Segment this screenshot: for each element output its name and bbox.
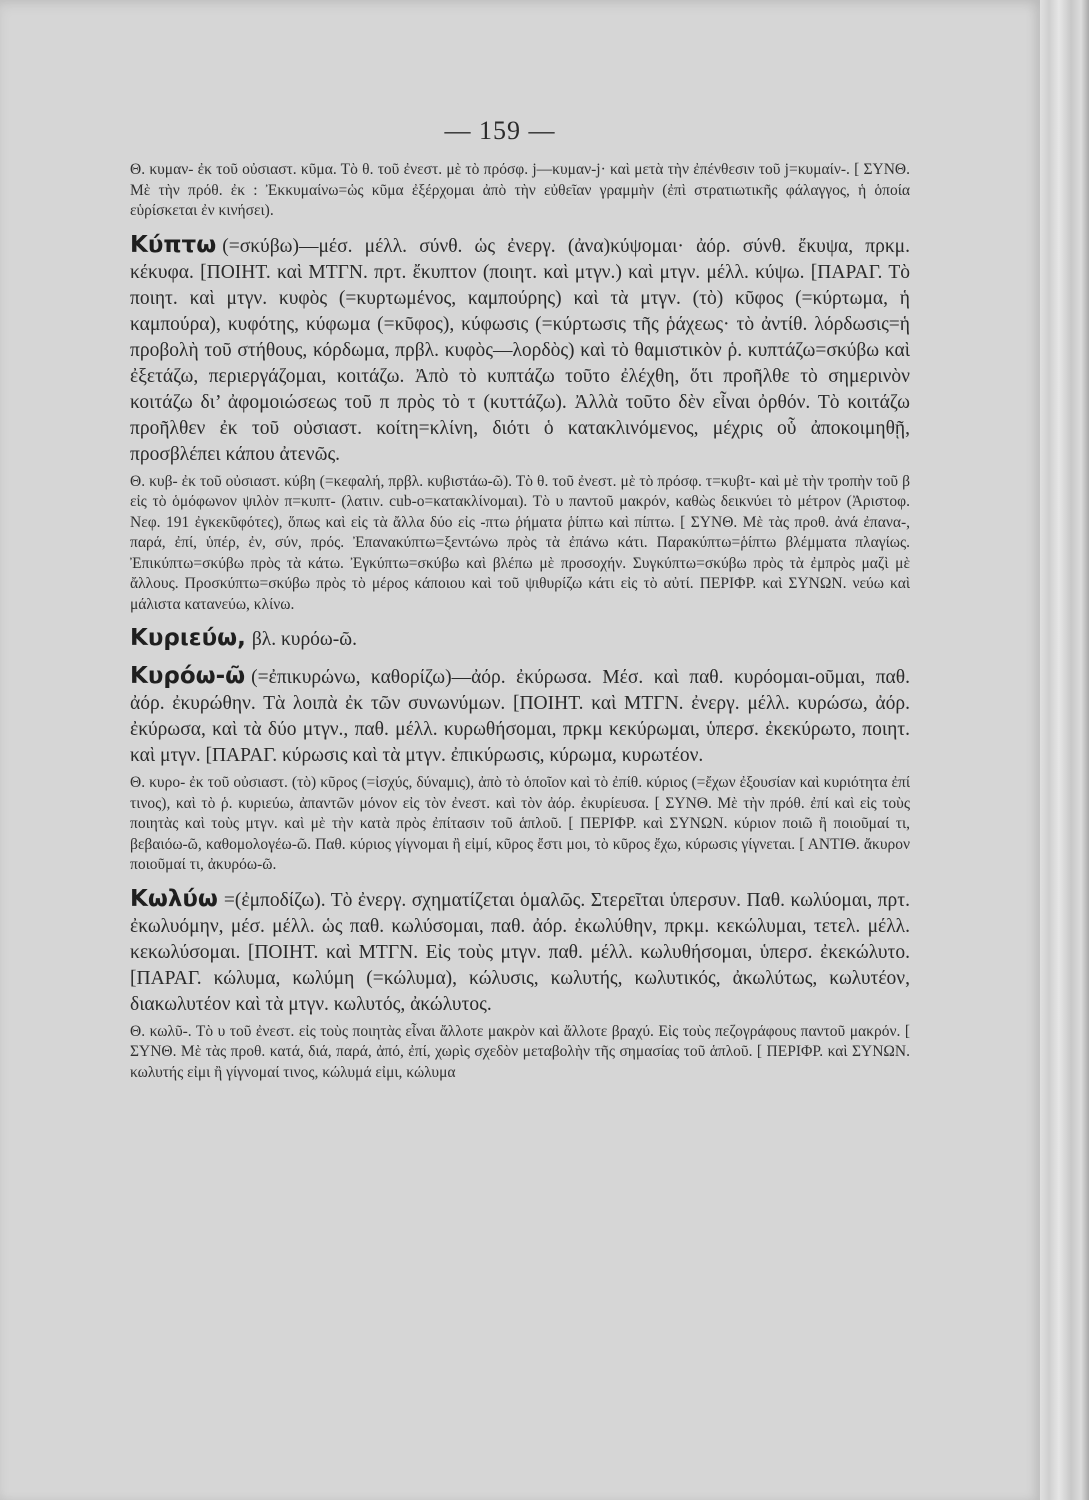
entry-body-kolyw	[130, 886, 910, 1018]
entry-body-kyrieuw	[130, 625, 910, 653]
entry-kyrieuw	[130, 625, 910, 653]
headword-kyrow: Κυρόω-ῶ	[130, 663, 246, 689]
entry-text-kyptw: (=σκύβω)—μέσ. μέλλ. σύνθ. ὡς ἐνεργ. (ἀνα)κύψομαι· ἀόρ. σύνθ. ἔκυψα, πρκμ. κέκυφα. [ΠΟΙΗΤ. καὶ ΜΤΓΝ. πρτ. ἔκυπτον (ποιητ. καὶ μτγν.) καὶ μτγν. μέλλ. κύψω. [ΠΑΡΑΓ. Τὸ ποιητ. καὶ μτγν. κυφὸς (=κυρτωμένος, καμπούρης) καὶ τὰ μτγν. (τὸ) κῦφος (=κύρτωμα, ἡ καμπούρα), κυφότης, κύφωμα (=κῦφος), κύφωσις (=κύρτωσις τῆς ῥάχεως· τὸ ἀντίθ. λόρδωσις=ἡ προβολὴ τοῦ στήθους, κόρδωμα, πρβλ. κυφὸς—λορδὸς) καὶ τὸ θαμιστικὸν ῥ. κυπτάζω=σκύβω καὶ ἐξετάζω, περιεργάζομαι, κοιτάζω. Ἀπὸ τὸ κυπτάζω τοῦτο ἐλέχθη, ὅτι προῆλθε τὸ σημερινὸν κοιτάζω δι’ ἀφομοιώσεως τοῦ π πρὸς τὸ τ (κυττάζω). Ἀλλὰ τοῦτο δὲν εἶναι ὀρθόν. Τὸ κοιτάζω προῆλθεν ἐκ τοῦ οὐσιαστ. κοίτη=κλίνη, διότι ὁ κατακλινόμενος, μέχρις οὗ ἀποκοιμηθῇ, προσβλέπει κάπου ἀτενῶς.	[130, 235, 910, 465]
entry-kolyw	[130, 886, 910, 1084]
page-content	[130, 160, 910, 1093]
entry-kymainw	[130, 160, 910, 222]
etymology-kymainw: Θ. κυμαν- ἐκ τοῦ οὐσιαστ. κῦμα. Τὸ θ. τοῦ ἐνεστ. μὲ τὸ πρόσφ. j—κυμαν-j· καὶ μετὰ τὴν ἐπένθεσιν τοῦ j=κυμαίν-. [ ΣΥΝΘ. Μὲ τὴν πρόθ. ἐκ : Ἐκκυμαίνω=ὡς κῦμα ἐξέρχομαι ἀπὸ τὴν εὐθεῖαν γραμμὴν (ἐπὶ στρατιωτικῆς φάλαγγος, ἡ ὁποία εὑρίσκεται ἐν κινήσει).	[130, 161, 910, 219]
entry-body-kyrow	[130, 663, 910, 769]
headword-kyrieuw: Κυριεύω,	[130, 625, 246, 651]
headword-kolyw: Κωλύω	[130, 885, 218, 912]
entry-kyrow	[130, 663, 910, 876]
etymology-kyptw: Θ. κυβ- ἐκ τοῦ οὐσιαστ. κύβη (=κεφαλή, πρβλ. κυβιστάω-ῶ). Τὸ θ. τοῦ ἐνεστ. μὲ τὸ πρόσφ. τ=κυβτ- καὶ μὲ τὴν τροπὴν τοῦ β εἰς τὸ ὁμόφωνον ψιλὸν π=κυπτ- (λατιν. cub-o=κατακλίνομαι). Τὸ υ παντοῦ μακρόν, καθὼς δεικνύει τὸ μέτρον (Ἀριστοφ. Νεφ. 191 ἐγκεκῦφότες), ὅπως καὶ εἰς τὰ ἄλλα δύο εἰς -πτω ῥήματα ῥίπτω καὶ πίπτω. [ ΣΥΝΘ. Μὲ τὰς προθ. ἀνά ἐπανα-, παρά, ἐπί, ὑπέρ, ἐν, σύν, πρός. Ἐπανακύπτω=ξεντώνω πρὸς τὰ ἐπάνω κάτι. Παρακύπτω=ῥίπτω βλέμματα πλαγίως. Ἐπικύπτω=σκύβω πρὸς τὰ κάτω. Ἐγκύπτω=σκύβω καὶ βλέπω μὲ προσοχήν. Συγκύπτω=σκύβω πρὸς τὰ ἐμπρὸς μαζὶ μὲ ἄλλους. Προσκύπτω=σκύβω πρὸς τὸ μέρος κάποιου καὶ τοῦ ψιθυρίζω κάτι εἰς τὸ αὐτί. ΠΕΡΙΦΡ. καὶ ΣΥΝΩΝ. νεύω καὶ μάλιστα κατανεύω, κλίνω.	[130, 472, 910, 613]
entry-text-kyrow: (=ἐπικυρώνω, καθορίζω)—ἀόρ. ἐκύρωσα. Μέσ. καὶ παθ. κυρόομαι-οῦμαι, παθ. ἀόρ. ἐκυρώθην. Τὰ λοιπὰ ἐκ τῶν συνωνύμων. [ΠΟΙΗΤ. καὶ ΜΤΓΝ. ἐνεργ. μέλλ. κυρώσω, ἀόρ. ἐκύρωσα, καὶ τὰ δύο μτγν., παθ. μέλλ. κυρωθήσομαι, πρκμ κεκύρωμαι, ὑπερσ. ἐκεκύρωτο, ποιητ. καὶ μτγν. [ΠΑΡΑΓ. κύρωσις καὶ τὰ μτγν. ἐπικύρωσις, κύρωμα, κυρωτέον.	[130, 667, 910, 766]
entry-text-kyrieuw: βλ. κυρόω-ῶ.	[251, 629, 357, 650]
etymology-kolyw: Θ. κωλῦ-. Τὸ υ τοῦ ἐνεστ. εἰς τοὺς ποιητὰς εἶναι ἄλλοτε μακρὸν καὶ ἄλλοτε βραχύ. Εἰς τοὺς πεζογράφους παντοῦ μακρόν. [ ΣΥΝΘ. Μὲ τὰς προθ. κατά, διά, παρά, ἀπό, ἐπί, χωρὶς σχεδὸν μεταβολὴν τῆς σημασίας τοῦ ἁπλοῦ. [ ΠΕΡΙΦΡ. καὶ ΣΥΝΩΝ. κωλυτής εἰμι ἢ γίγνομαί τινος, κώλυμά εἰμι, κώλυμα	[130, 1022, 910, 1081]
entry-text-kolyw: =(ἐμποδίζω). Τὸ ἐνεργ. σχηματίζεται ὁμαλῶς. Στερεῖται ὑπερσυν. Παθ. κωλύομαι, πρτ. ἐκωλυόμην, μέσ. μέλλ. ὡς παθ. κωλύσομαι, παθ. ἀόρ. ἐκωλύθην, πρκμ. κεκώλυμαι, τετελ. μέλλ. κεκωλύσομαι. [ΠΟΙΗΤ. καὶ ΜΤΓΝ. Εἰς τοὺς μτγν. παθ. μέλλ. κωλυθήσομαι, ὑπερσ. ἐκεκώλυτο. [ΠΑΡΑΓ. κώλυμα, κωλύμη (=κώλυμα), κώλυσις, κωλυτής, κωλυτικός, ἀκωλύτως, κωλυτέον, διακωλυτέον καὶ τὰ μτγν. κωλυτός, ἀκώλυτος.	[130, 889, 910, 1015]
page-number: — 159 —	[444, 116, 556, 145]
entry-kyptw	[130, 232, 910, 616]
entry-body-kyptw	[130, 232, 910, 468]
headword-kyptw: Κύπτω	[130, 231, 217, 258]
etymology-kyrow: Θ. κυρο- ἐκ τοῦ οὐσιαστ. (τὸ) κῦρος (=ἰσχύς, δύναμις), ἀπὸ τὸ ὁποῖον καὶ τὸ ἐπίθ. κύριος (=ἔχων ἐξουσίαν καὶ κυριότητα ἐπί τινος), καὶ τὸ ῥ. κυριεύω, ἀπαντῶν μόνον εἰς τὸν ἐνεστ. καὶ τὸν ἀόρ. ἐκυρίευσα. [ ΣΥΝΘ. Μὲ τὴν πρόθ. ἐπί καὶ εἰς τοὺς ποιητὰς καὶ τοὺς μτγν. καὶ μὲ τὴν κατὰ πρὸς ἐπίτασιν τοῦ ἁπλοῦ. [ ΠΕΡΙΦΡ. καὶ ΣΥΝΩΝ. κύριον ποιῶ ἢ ποιοῦμαί τι, βεβαιόω-ῶ, καθομολογέω-ῶ. Παθ. κύριος γίγνομαι ἢ εἰμί, κῦρος ἔστι μοι, τὸ κῦρος ἔχω, κύρωσις γίγνεται. [ ΑΝΤΙΘ. ἄκυρον ποιοῦμαί τι, ἀκυρόω-ῶ.	[130, 774, 910, 873]
